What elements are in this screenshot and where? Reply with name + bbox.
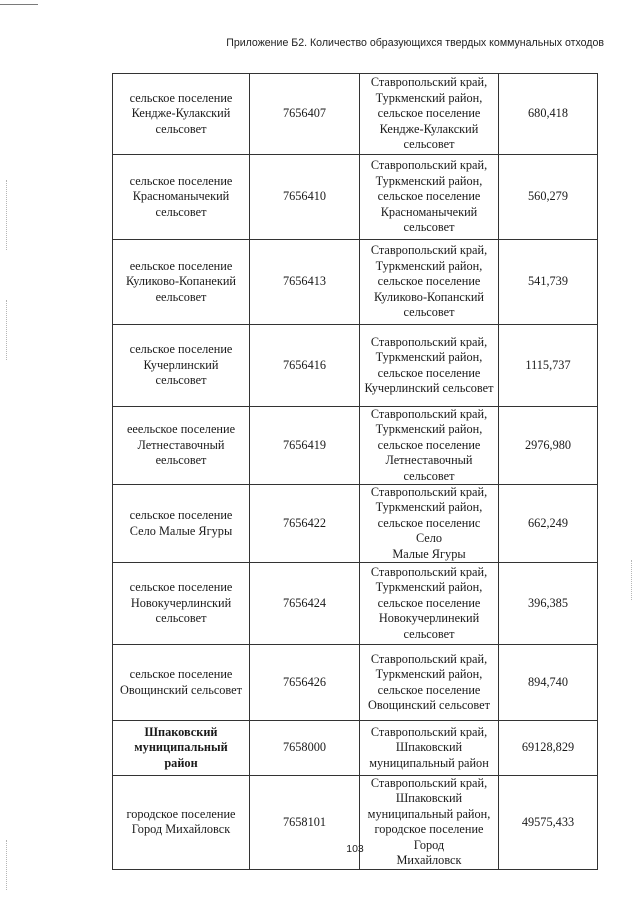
address-line: Ставропольский край, — [370, 651, 488, 666]
oktmo-code-cell: 7656426 — [250, 645, 360, 721]
settlement-name-line: еельсовет — [155, 453, 207, 468]
address-cell — [360, 74, 499, 155]
address-line: сельское поселение — [377, 437, 481, 452]
address-line: сельсовет — [403, 626, 455, 641]
settlement-name-line: сельсовет — [155, 611, 207, 626]
settlement-name-cell — [113, 485, 250, 563]
settlement-name-line: еельсовет — [155, 289, 207, 304]
settlement-name-cell — [113, 721, 250, 776]
table-row — [113, 407, 598, 485]
address-line: Ставропольский край, — [370, 334, 488, 349]
address-line: Шпаковский — [395, 791, 463, 806]
settlement-name-line: сельское поселение — [129, 508, 233, 523]
address-line: Ставропольский край, — [370, 75, 488, 90]
settlement-name-cell — [113, 155, 250, 240]
address-line: Туркменский район, — [375, 350, 483, 365]
waste-amount-cell: 396,385 — [499, 563, 598, 645]
settlement-name-line: Куликово-Копанекий — [125, 274, 237, 289]
waste-amount-cell: 49575,433 — [499, 776, 598, 869]
address-line: Михайловск — [396, 853, 462, 868]
settlement-name-line: муниципальный — [134, 740, 228, 755]
page-number: 103 — [346, 843, 364, 855]
table-row — [113, 74, 598, 155]
settlement-name-line: Село Малые Ягуры — [129, 523, 233, 538]
address-cell — [360, 563, 499, 645]
table-row — [113, 325, 598, 407]
settlement-name-line: Летнеставочный — [137, 437, 225, 452]
address-line: Малые Ягуры — [392, 546, 466, 561]
address-line: Куликово-Копанский — [373, 289, 485, 304]
oktmo-code-cell: 7656407 — [250, 74, 360, 155]
waste-table — [112, 73, 598, 870]
table-row — [113, 645, 598, 721]
settlement-name-cell — [113, 74, 250, 155]
oktmo-code-cell: 7656416 — [250, 325, 360, 407]
address-line: Кендже-Кулакский — [379, 121, 479, 136]
address-cell — [360, 325, 499, 407]
settlement-name-line: сельское поселение — [129, 90, 233, 105]
table-row — [113, 240, 598, 325]
settlement-name-line: еельское поселение — [129, 258, 233, 273]
address-line: Туркменский район, — [375, 173, 483, 188]
address-line: сельское поселение — [377, 189, 481, 204]
address-line: городское поселение Город — [374, 822, 484, 852]
address-line: сельское поселенис Село — [377, 515, 481, 546]
waste-table-body — [113, 74, 598, 870]
address-line: сельское поселение — [377, 365, 481, 380]
settlement-name-line: сельсовет — [155, 121, 207, 136]
settlement-name-line: Кендже-Кулакский — [131, 106, 231, 121]
address-line: Туркменский район, — [375, 500, 483, 515]
address-line: Новокучерлинекий — [378, 611, 480, 626]
settlement-name-line: сельсовет — [155, 204, 207, 219]
settlement-name-line: Красноманычекий — [132, 189, 230, 204]
oktmo-code-cell: 7656424 — [250, 563, 360, 645]
waste-amount-cell: 2976,980 — [499, 407, 598, 485]
address-line: Туркменский район, — [375, 667, 483, 682]
address-line: Ставропольский край, — [370, 158, 488, 173]
table-row — [113, 721, 598, 776]
waste-amount-cell: 69128,829 — [499, 721, 598, 776]
address-line: сельское поселение — [377, 595, 481, 610]
address-cell — [360, 721, 499, 776]
address-line: Ставропольский край, — [370, 485, 488, 500]
settlement-name-line: Новокучерлинский — [130, 595, 232, 610]
oktmo-code-cell: 7656413 — [250, 240, 360, 325]
address-line: Шпаковский — [395, 740, 463, 755]
settlement-name-cell — [113, 407, 250, 485]
settlement-name-line: Город Михайловск — [131, 822, 231, 837]
address-cell — [360, 407, 499, 485]
settlement-name-line: район — [164, 755, 198, 770]
address-line: Туркменский район, — [375, 422, 483, 437]
settlement-name-line: сельское поселение — [129, 342, 233, 357]
address-line: Ставропольский край, — [370, 776, 488, 791]
settlement-name-line: ееельское поселение — [126, 422, 236, 437]
oktmo-code-cell: 7656419 — [250, 407, 360, 485]
scan-edge-artifact — [6, 300, 7, 360]
address-line: муниципальный район — [369, 755, 489, 770]
address-line: Кучерлинский сельсовет — [364, 380, 494, 395]
settlement-name-line: Овощинский сельсовет — [119, 682, 243, 697]
settlement-name-line: сельское поселение — [129, 667, 233, 682]
settlement-name-cell — [113, 325, 250, 407]
address-line: сельсовет — [403, 220, 455, 235]
address-line: муниципальный район, — [367, 806, 491, 821]
settlement-name-line: сельсовет — [155, 373, 207, 388]
address-cell — [360, 155, 499, 240]
settlement-name-line: Шпаковский — [144, 724, 218, 739]
address-line: сельсовет — [403, 137, 455, 152]
address-line: Красноманычекий — [380, 204, 478, 219]
address-line: Ставропольский край, — [370, 724, 488, 739]
table-row — [113, 155, 598, 240]
settlement-name-cell — [113, 645, 250, 721]
settlement-name-cell — [113, 563, 250, 645]
oktmo-code-cell: 7656410 — [250, 155, 360, 240]
page-header-title: Приложение Б2. Количество образующихся твердых коммунальных отходов — [226, 37, 604, 49]
settlement-name-line: сельское поселение — [129, 580, 233, 595]
oktmo-code-cell: 7658000 — [250, 721, 360, 776]
settlement-name-line: городское поселение — [126, 806, 236, 821]
waste-amount-cell: 560,279 — [499, 155, 598, 240]
address-line: Ставропольский край, — [370, 407, 488, 421]
oktmo-code-cell: 7656422 — [250, 485, 360, 563]
address-line: сельсовет — [403, 305, 455, 320]
settlement-name-line: Кучерлинский — [143, 357, 219, 372]
settlement-name-line: сельское поселение — [129, 173, 233, 188]
settlement-name-cell — [113, 240, 250, 325]
waste-amount-cell: 894,740 — [499, 645, 598, 721]
scan-edge-artifact — [631, 560, 632, 600]
address-line: сельское поселение — [377, 106, 481, 121]
address-line: сельское поселение — [377, 682, 481, 697]
address-line: Туркменский район, — [375, 90, 483, 105]
waste-amount-cell: 541,739 — [499, 240, 598, 325]
address-line: Туркменский район, — [375, 580, 483, 595]
table-row — [113, 563, 598, 645]
address-line: Овощинский сельсовет — [367, 697, 491, 712]
scan-corner-mark — [0, 4, 38, 5]
address-cell — [360, 645, 499, 721]
waste-amount-cell: 662,249 — [499, 485, 598, 563]
waste-amount-cell: 680,418 — [499, 74, 598, 155]
waste-amount-cell: 1115,737 — [499, 325, 598, 407]
address-line: Туркменский район, — [375, 258, 483, 273]
oktmo-code-cell: 7658101 — [250, 776, 360, 869]
address-line: Летнеставочный сельсовет — [385, 453, 473, 483]
scan-edge-artifact — [6, 180, 7, 250]
address-line: сельское поселение — [377, 274, 481, 289]
table-row — [113, 485, 598, 563]
address-cell — [360, 485, 499, 563]
address-line: Ставропольский край, — [370, 243, 488, 258]
address-cell — [360, 240, 499, 325]
address-line: Ставропольский край, — [370, 565, 488, 580]
